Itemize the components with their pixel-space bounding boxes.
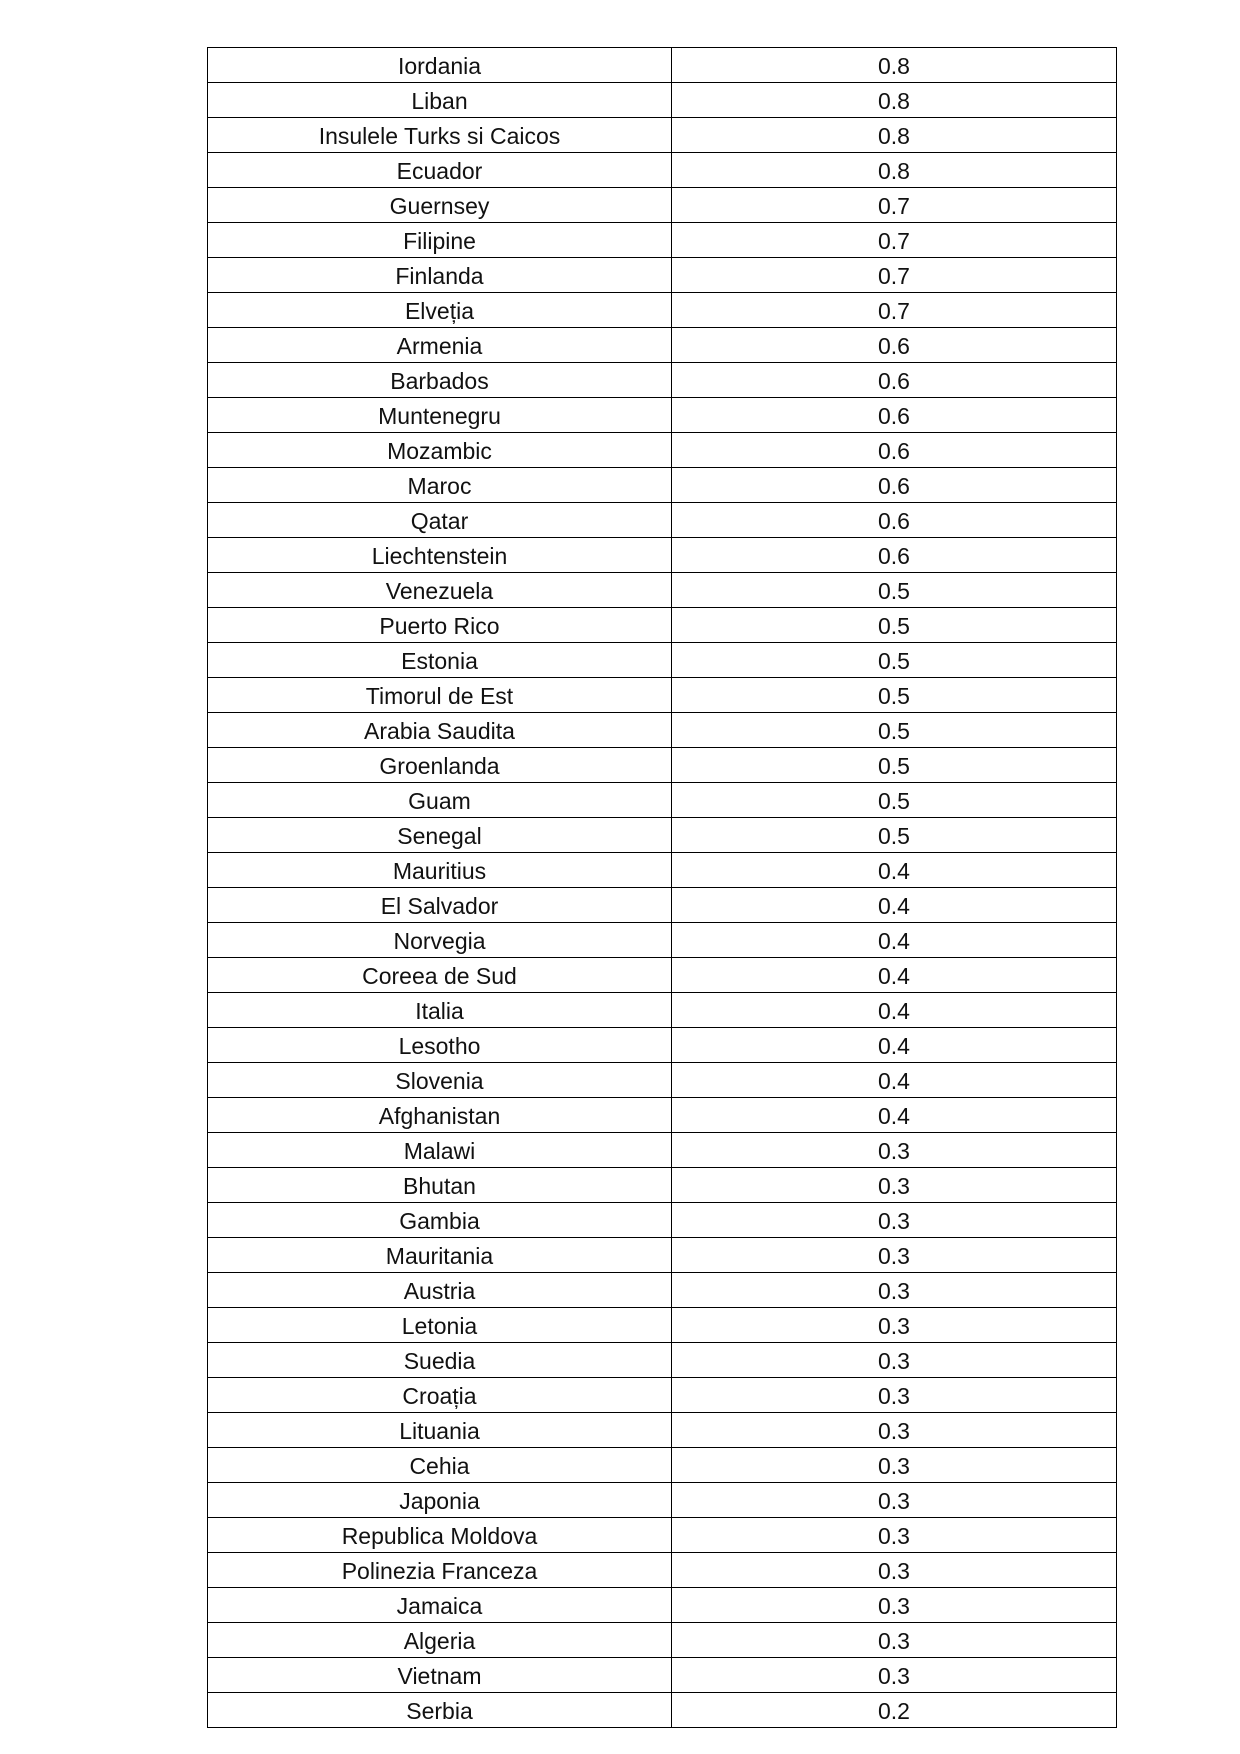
table-row: [208, 1343, 1117, 1378]
value-cell: 0.7: [672, 258, 1117, 293]
value-cell: 0.3: [672, 1203, 1117, 1238]
country-cell: El Salvador: [208, 888, 672, 923]
value-cell: 0.8: [672, 83, 1117, 118]
table-row: [208, 853, 1117, 888]
table-row: [208, 1378, 1117, 1413]
table-body: [208, 48, 1117, 1728]
table-row: [208, 1483, 1117, 1518]
table-row: [208, 223, 1117, 258]
table-row: [208, 1028, 1117, 1063]
table-row: [208, 713, 1117, 748]
value-cell: 0.4: [672, 1063, 1117, 1098]
value-cell: 0.5: [672, 783, 1117, 818]
country-cell: Jamaica: [208, 1588, 672, 1623]
table-row: [208, 1168, 1117, 1203]
country-cell: Japonia: [208, 1483, 672, 1518]
table-row: [208, 328, 1117, 363]
table-row: [208, 818, 1117, 853]
country-cell: Barbados: [208, 363, 672, 398]
table-row: [208, 1693, 1117, 1728]
value-cell: 0.6: [672, 433, 1117, 468]
table-row: [208, 1553, 1117, 1588]
table-row: [208, 1098, 1117, 1133]
value-cell: 0.3: [672, 1343, 1117, 1378]
country-cell: Ecuador: [208, 153, 672, 188]
table-row: [208, 1238, 1117, 1273]
value-cell: 0.4: [672, 923, 1117, 958]
table-row: [208, 1658, 1117, 1693]
country-cell: Iordania: [208, 48, 672, 83]
table-row: [208, 1203, 1117, 1238]
country-cell: Polinezia Franceza: [208, 1553, 672, 1588]
table-row: [208, 1413, 1117, 1448]
table-row: [208, 608, 1117, 643]
value-cell: 0.3: [672, 1588, 1117, 1623]
value-cell: 0.6: [672, 538, 1117, 573]
country-cell: Letonia: [208, 1308, 672, 1343]
value-cell: 0.3: [672, 1483, 1117, 1518]
value-cell: 0.7: [672, 223, 1117, 258]
country-cell: Liechtenstein: [208, 538, 672, 573]
country-cell: Coreea de Sud: [208, 958, 672, 993]
value-cell: 0.7: [672, 293, 1117, 328]
country-cell: Cehia: [208, 1448, 672, 1483]
country-cell: Mozambic: [208, 433, 672, 468]
country-cell: Lesotho: [208, 1028, 672, 1063]
value-cell: 0.6: [672, 398, 1117, 433]
country-cell: Armenia: [208, 328, 672, 363]
country-cell: Insulele Turks si Caicos: [208, 118, 672, 153]
country-cell: Puerto Rico: [208, 608, 672, 643]
table-row: [208, 153, 1117, 188]
table-row: [208, 83, 1117, 118]
table-row: [208, 1133, 1117, 1168]
value-cell: 0.3: [672, 1308, 1117, 1343]
table-row: [208, 118, 1117, 153]
country-cell: Timorul de Est: [208, 678, 672, 713]
value-cell: 0.3: [672, 1413, 1117, 1448]
value-cell: 0.5: [672, 573, 1117, 608]
table-row: [208, 1273, 1117, 1308]
country-cell: Republica Moldova: [208, 1518, 672, 1553]
country-cell: Elveția: [208, 293, 672, 328]
country-cell: Croația: [208, 1378, 672, 1413]
country-value-table: [207, 47, 1117, 1728]
value-cell: 0.6: [672, 363, 1117, 398]
table-row: [208, 1623, 1117, 1658]
country-cell: Senegal: [208, 818, 672, 853]
value-cell: 0.3: [672, 1623, 1117, 1658]
table-row: [208, 468, 1117, 503]
table-row: [208, 1308, 1117, 1343]
value-cell: 0.3: [672, 1518, 1117, 1553]
table-row: [208, 398, 1117, 433]
country-cell: Norvegia: [208, 923, 672, 958]
country-cell: Bhutan: [208, 1168, 672, 1203]
table-row: [208, 958, 1117, 993]
table-row: [208, 188, 1117, 223]
country-cell: Guernsey: [208, 188, 672, 223]
value-cell: 0.5: [672, 818, 1117, 853]
value-cell: 0.8: [672, 153, 1117, 188]
value-cell: 0.3: [672, 1658, 1117, 1693]
value-cell: 0.4: [672, 1098, 1117, 1133]
country-cell: Liban: [208, 83, 672, 118]
country-cell: Lituania: [208, 1413, 672, 1448]
value-cell: 0.7: [672, 188, 1117, 223]
value-cell: 0.5: [672, 678, 1117, 713]
table-row: [208, 993, 1117, 1028]
value-cell: 0.5: [672, 713, 1117, 748]
country-cell: Mauritius: [208, 853, 672, 888]
table-row: [208, 1063, 1117, 1098]
country-cell: Italia: [208, 993, 672, 1028]
table-row: [208, 783, 1117, 818]
country-cell: Arabia Saudita: [208, 713, 672, 748]
value-cell: 0.6: [672, 503, 1117, 538]
country-cell: Guam: [208, 783, 672, 818]
country-cell: Muntenegru: [208, 398, 672, 433]
country-cell: Vietnam: [208, 1658, 672, 1693]
table-row: [208, 538, 1117, 573]
country-cell: Gambia: [208, 1203, 672, 1238]
table-row: [208, 293, 1117, 328]
country-cell: Venezuela: [208, 573, 672, 608]
country-cell: Estonia: [208, 643, 672, 678]
table-row: [208, 433, 1117, 468]
table-row: [208, 643, 1117, 678]
country-cell: Afghanistan: [208, 1098, 672, 1133]
value-cell: 0.3: [672, 1553, 1117, 1588]
country-cell: Qatar: [208, 503, 672, 538]
country-cell: Malawi: [208, 1133, 672, 1168]
country-cell: Finlanda: [208, 258, 672, 293]
value-cell: 0.4: [672, 888, 1117, 923]
value-cell: 0.2: [672, 1693, 1117, 1728]
country-cell: Groenlanda: [208, 748, 672, 783]
value-cell: 0.5: [672, 748, 1117, 783]
value-cell: 0.3: [672, 1133, 1117, 1168]
value-cell: 0.3: [672, 1448, 1117, 1483]
value-cell: 0.3: [672, 1378, 1117, 1413]
value-cell: 0.4: [672, 993, 1117, 1028]
country-cell: Maroc: [208, 468, 672, 503]
country-cell: Slovenia: [208, 1063, 672, 1098]
value-cell: 0.6: [672, 328, 1117, 363]
value-cell: 0.8: [672, 118, 1117, 153]
table-row: [208, 888, 1117, 923]
table-row: [208, 48, 1117, 83]
value-cell: 0.6: [672, 468, 1117, 503]
table-row: [208, 923, 1117, 958]
value-cell: 0.5: [672, 643, 1117, 678]
value-cell: 0.3: [672, 1168, 1117, 1203]
value-cell: 0.4: [672, 853, 1117, 888]
country-cell: Austria: [208, 1273, 672, 1308]
table-row: [208, 748, 1117, 783]
country-cell: Mauritania: [208, 1238, 672, 1273]
country-cell: Suedia: [208, 1343, 672, 1378]
table-row: [208, 503, 1117, 538]
value-cell: 0.4: [672, 1028, 1117, 1063]
value-cell: 0.4: [672, 958, 1117, 993]
country-cell: Serbia: [208, 1693, 672, 1728]
table-row: [208, 573, 1117, 608]
table-row: [208, 1518, 1117, 1553]
value-cell: 0.8: [672, 48, 1117, 83]
country-cell: Algeria: [208, 1623, 672, 1658]
table-row: [208, 1448, 1117, 1483]
table-row: [208, 363, 1117, 398]
table-row: [208, 678, 1117, 713]
table-row: [208, 1588, 1117, 1623]
value-cell: 0.3: [672, 1273, 1117, 1308]
value-cell: 0.5: [672, 608, 1117, 643]
value-cell: 0.3: [672, 1238, 1117, 1273]
country-cell: Filipine: [208, 223, 672, 258]
table-row: [208, 258, 1117, 293]
